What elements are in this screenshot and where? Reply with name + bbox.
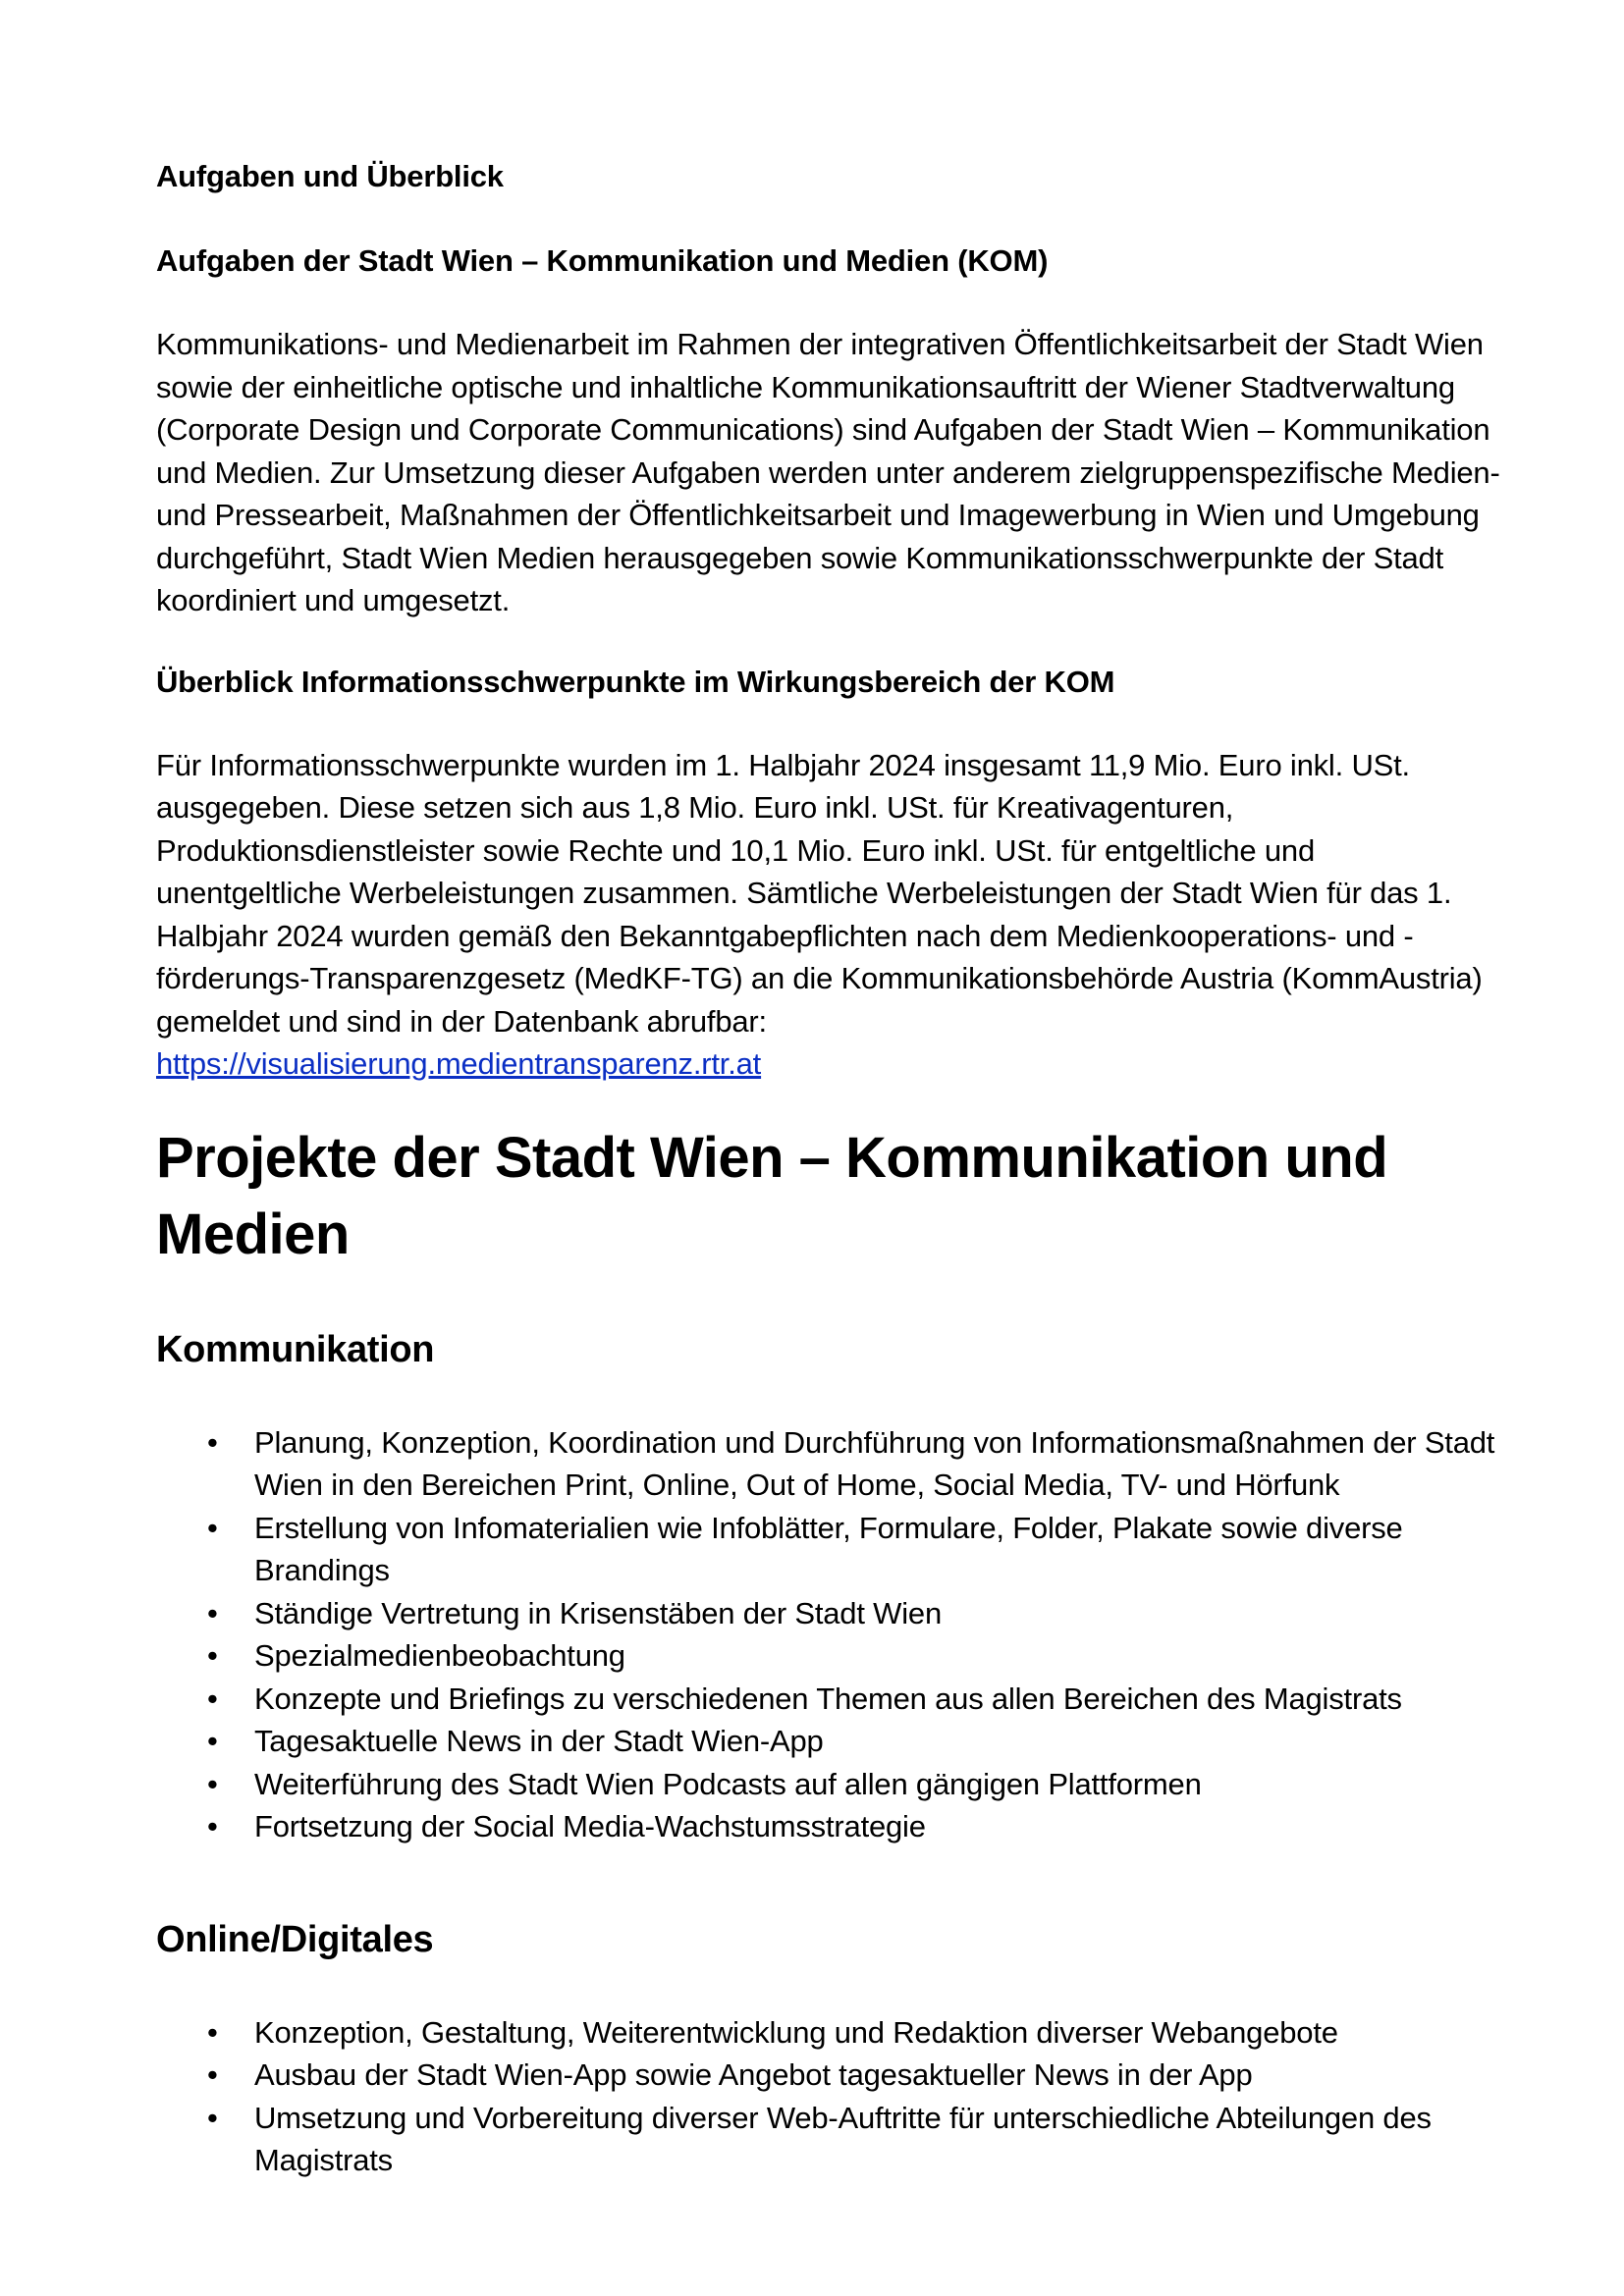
list-item: • Ausbau der Stadt Wien-App sowie Angebot tagesaktueller News in der App xyxy=(156,2054,1501,2097)
list-item: • Ständige Vertretung in Krisenstäben der Stadt Wien xyxy=(156,1592,1501,1635)
bullet-icon: • xyxy=(207,1766,218,1801)
bullet-icon: • xyxy=(207,1638,218,1673)
list-item: • Weiterführung des Stadt Wien Podcasts auf allen gängigen Plattformen xyxy=(156,1763,1501,1806)
bullet-icon: • xyxy=(207,2100,218,2135)
kommunikation-list xyxy=(156,1421,1501,1848)
list-item: • Planung, Konzeption, Koordination und Durchführung von Informationsmaßnahmen der Stadt Wien in den Bereichen Print, Online, Out of Home, Social Media, TV- und Hörfunk xyxy=(156,1421,1501,1507)
bullet-icon: • xyxy=(207,1510,218,1545)
list-item: • Tagesaktuelle News in der Stadt Wien-App xyxy=(156,1720,1501,1763)
online-list xyxy=(156,2011,1501,2182)
list-item: • Spezialmedienbeobachtung xyxy=(156,1634,1501,1678)
list-item: • Erstellung von Infomaterialien wie Infoblätter, Formulare, Folder, Plakate sowie diverse Brandings xyxy=(156,1507,1501,1592)
bullet-icon: • xyxy=(207,1681,218,1716)
heading-info: Überblick Informationsschwerpunkte im Wirkungsbereich der KOM xyxy=(156,664,1115,699)
list-item: • Fortsetzung der Social Media-Wachstumsstrategie xyxy=(156,1805,1501,1848)
list-item: • Umsetzung und Vorbereitung diverser Web-Auftritte für unterschiedliche Abteilungen des Magistrats xyxy=(156,2097,1501,2182)
document-page xyxy=(156,157,1501,2182)
tasks-paragraph: Kommunikations- und Medienarbeit im Rahmen der integrativen Öffentlichkeitsarbeit der Stadt Wien sowie der einheitliche optische und inhaltliche Kommunikationsauftritt der Wiener Stadtverwaltung (Corporate Design und Corporate Communications) sind Aufgaben der Stadt Wien – Kommunikation und Medien. Zur Umsetzung dieser Aufgaben werden unter anderem zielgruppenspezifische Medien- und Pressearbeit, Maßnahmen der Öffentlichkeitsarbeit und Imagewerbung in Wien und Umgebung durchgeführt, Stadt Wien Medien herausgegeben sowie Kommunikationsschwerpunkte der Stadt koordiniert und umgesetzt. xyxy=(156,327,1500,617)
list-item: • Konzepte und Briefings zu verschiedenen Themen aus allen Bereichen des Magistrats xyxy=(156,1678,1501,1721)
bullet-icon: • xyxy=(207,1809,218,1843)
heading-projects: Projekte der Stadt Wien – Kommunikation und Medien xyxy=(156,1125,1388,1266)
medientransparenz-link[interactable]: https://visualisierung.medientransparenz.rtr.at xyxy=(156,1046,762,1081)
list-item: • Konzeption, Gestaltung, Weiterentwicklung und Redaktion diverser Webangebote xyxy=(156,2011,1501,2055)
heading-overview: Aufgaben und Überblick xyxy=(156,159,504,193)
bullet-icon: • xyxy=(207,1595,218,1630)
heading-tasks: Aufgaben der Stadt Wien – Kommunikation und Medien (KOM) xyxy=(156,243,1049,278)
heading-kommunikation: Kommunikation xyxy=(156,1328,435,1370)
heading-online: Online/Digitales xyxy=(156,1918,434,1960)
bullet-icon: • xyxy=(207,1724,218,1758)
bullet-icon: • xyxy=(207,1424,218,1460)
bullet-icon: • xyxy=(207,2014,218,2050)
bullet-icon: • xyxy=(207,2057,218,2092)
info-paragraph-link-line xyxy=(156,1042,1501,1086)
info-paragraph: Für Informationsschwerpunkte wurden im 1. Halbjahr 2024 insgesamt 11,9 Mio. Euro inkl. USt. ausgegeben. Diese setzen sich aus 1,8 Mio. Euro inkl. USt. für Kreativagenturen, Produktionsdienstleister sowie Rechte und 10,1 Mio. Euro inkl. USt. für entgeltliche und unentgeltliche Werbeleistungen zusammen. Sämtliche Werbeleistungen der Stadt Wien für das 1. Halbjahr 2024 wurden gemäß den Bekanntgabepflichten nach dem Medienkooperations- und -förderungs-Transparenzgesetz (MedKF-TG) an die Kommunikationsbehörde Austria (KommAustria) gemeldet und sind in der Datenbank abrufbar: xyxy=(156,747,1483,1039)
